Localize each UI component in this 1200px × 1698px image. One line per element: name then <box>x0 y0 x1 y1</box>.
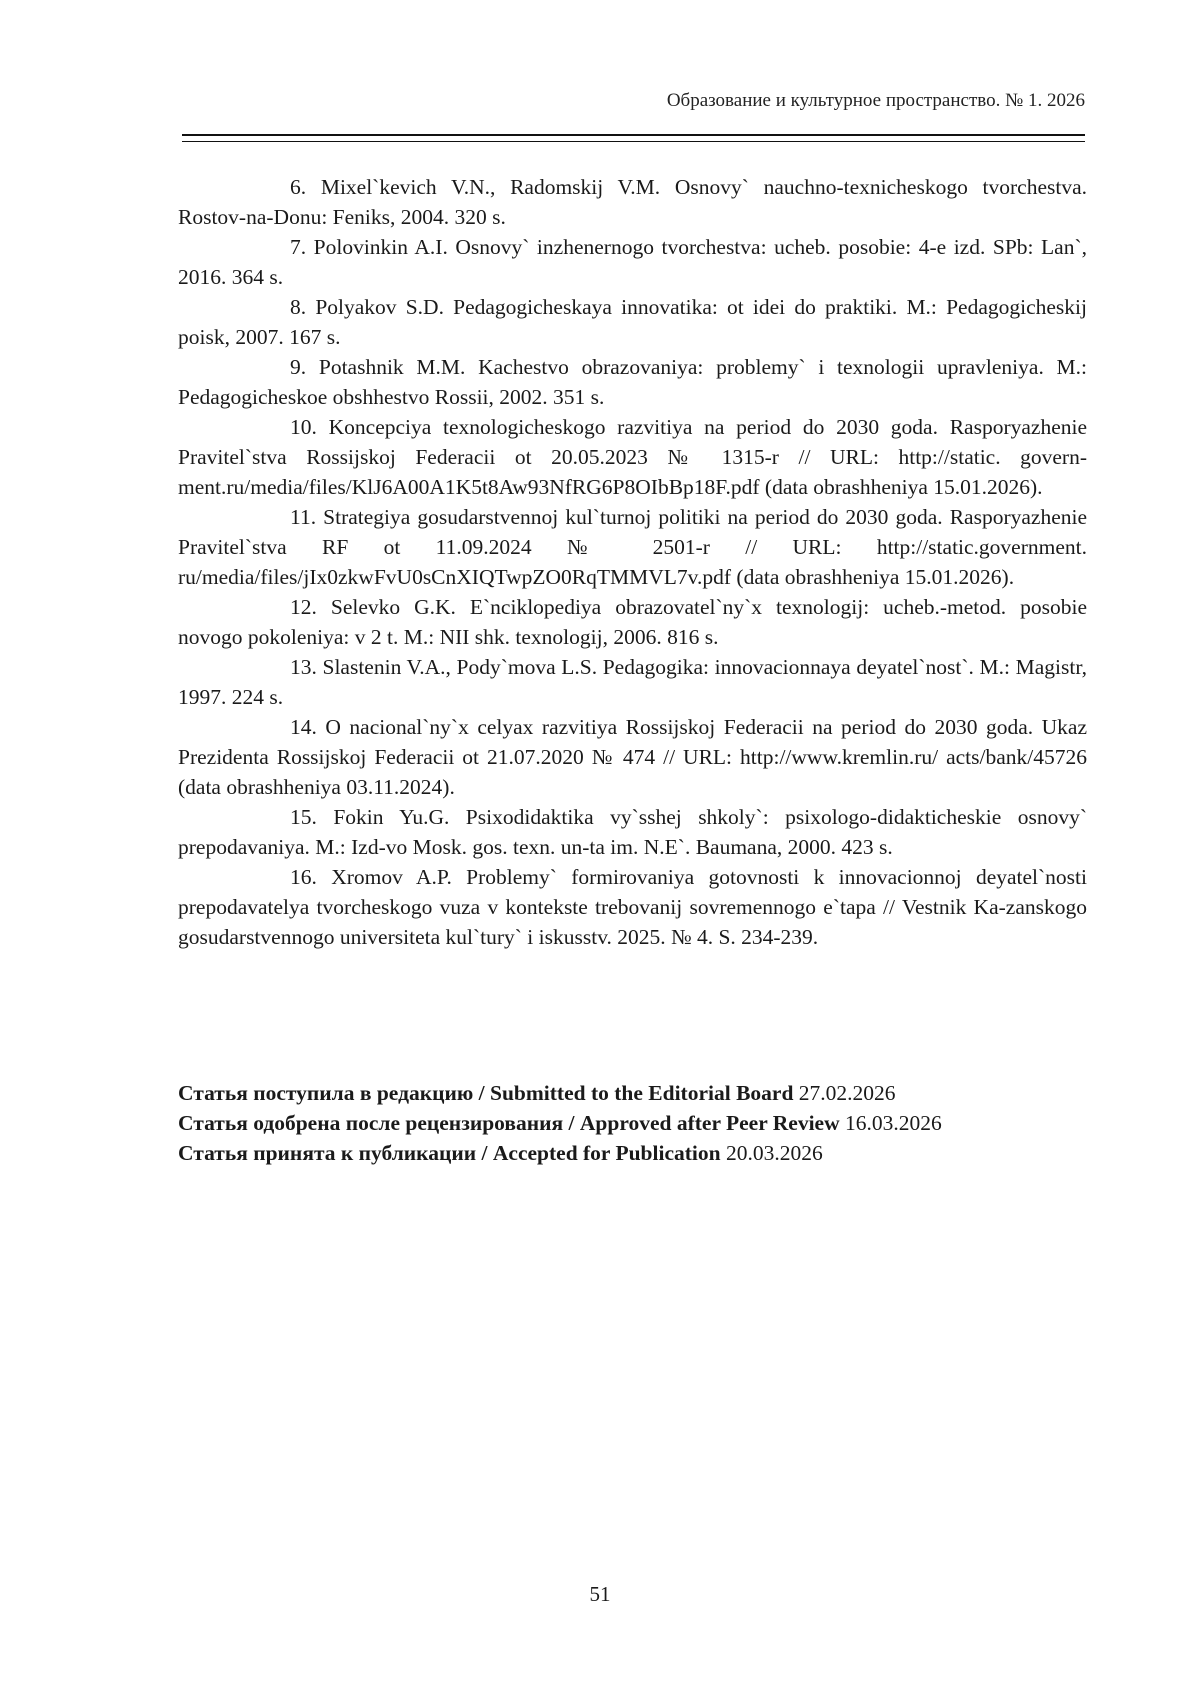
reference-text: Strategiya gosudarstvennoj kul`turnoj politiki na period do 2030 goda. Rasporyazhenie Pravitel`stva RF ot 11.09.2024 № 2501-r // URL: http://static.government. ru/media/files/jIx0zkwFvU0sCnXIQTwpZO0RqTMMVL7v.pdf (data obrashheniya 15.01.2026). <box>178 505 1088 589</box>
reference-item <box>178 172 1087 232</box>
reference-number: 10. <box>290 415 317 439</box>
reference-text: Polovinkin A.I. Osnovy` inzhenernogo tvorchestva: ucheb. posobie: 4-e izd. SPb: Lan`, 2016. 364 s. <box>178 235 1087 289</box>
accepted-line <box>178 1138 1087 1168</box>
reference-list <box>178 172 1087 952</box>
reference-item <box>178 412 1087 502</box>
reference-number: 13. <box>290 655 317 679</box>
reference-text: Mixel`kevich V.N., Radomskij V.M. Osnovy` nauchno-texnicheskogo tvorchestva. Rostov-na-Donu: Feniks, 2004. 320 s. <box>178 175 1087 229</box>
accepted-date: 20.03.2026 <box>725 1141 823 1165</box>
reference-item <box>178 292 1087 352</box>
approved-line <box>178 1108 1087 1138</box>
reference-item <box>178 352 1087 412</box>
header-double-rule <box>182 134 1085 142</box>
approved-label: Статья одобрена после рецензирования / Approved after Peer Review <box>178 1111 840 1135</box>
reference-number: 16. <box>290 865 317 889</box>
reference-text: Slastenin V.A., Pody`mova L.S. Pedagogika: innovacionnaya deyatel`nost`. M.: Magistr, 1997. 224 s. <box>178 655 1087 709</box>
reference-item <box>178 502 1087 592</box>
reference-number: 15. <box>290 805 317 829</box>
article-dates <box>178 1078 1087 1168</box>
reference-item <box>178 652 1087 712</box>
reference-number: 6. <box>290 175 307 199</box>
reference-number: 12. <box>290 595 317 619</box>
reference-text: Fokin Yu.G. Psixodidaktika vy`sshej shkoly`: psixologo-didakticheskie osnovy` prepodavaniya. M.: Izd-vo Mosk. gos. texn. un-ta im. N.E`. Baumana, 2000. 423 s. <box>178 805 1088 859</box>
submitted-line <box>178 1078 1087 1108</box>
reference-text: Xromov A.P. Problemy` formirovaniya gotovnosti k innovacionnoj deyatel`nosti prepodavatelya tvorcheskogo vuza v kontekste trebovanij sovremennogo e`tapa // Vestnik Ka-zanskogo gosudarstvennogo universiteta kul`tury` i iskusstv. 2025. № 4. S. 234-239. <box>178 865 1087 949</box>
reference-item <box>178 802 1087 862</box>
reference-text: Selevko G.K. E`nciklopediya obrazovatel`ny`x texnologij: ucheb.-metod. posobie novogo pokoleniya: v 2 t. M.: NII shk. texnologij, 2006. 816 s. <box>178 595 1087 649</box>
reference-item <box>178 862 1087 952</box>
reference-number: 7. <box>290 235 307 259</box>
reference-number: 8. <box>290 295 307 319</box>
running-header: Образование и культурное пространство. № 1. 2026 <box>666 90 1085 111</box>
reference-item <box>178 232 1087 292</box>
reference-text: O nacional`ny`x celyax razvitiya Rossijskoj Federacii na period do 2030 goda. Ukaz Prezidenta Rossijskoj Federacii ot 21.07.2020 № 474 // URL: http://www.kremlin.ru/ acts/bank/45726 (data obrashheniya 03.11.2024). <box>178 715 1088 799</box>
submitted-label: Статья поступила в редакцию / Submitted to the Editorial Board <box>178 1081 794 1105</box>
submitted-date: 27.02.2026 <box>798 1081 896 1105</box>
reference-text: Polyakov S.D. Pedagogicheskaya innovatika: ot idei do praktiki. M.: Pedagogicheskij poisk, 2007. 167 s. <box>178 295 1087 349</box>
reference-number: 11. <box>290 505 317 529</box>
reference-number: 9. <box>290 355 307 379</box>
approved-date: 16.03.2026 <box>844 1111 942 1135</box>
reference-item <box>178 592 1087 652</box>
reference-item <box>178 712 1087 802</box>
reference-number: 14. <box>290 715 317 739</box>
accepted-label: Статья принята к публикации / Accepted for Publication <box>178 1141 721 1165</box>
page-number: 51 <box>589 1582 611 1606</box>
reference-text: Koncepciya texnologicheskogo razvitiya na period do 2030 goda. Rasporyazhenie Pravitel`stva Rossijskoj Federacii ot 20.05.2023 № 1315-r // URL: http://static. govern-ment.ru/media/files/KlJ6A00A1K5t8Aw93NfRG6P8OIbBp18F.pdf (data obrashheniya 15.01.2026). <box>178 415 1088 499</box>
reference-text: Potashnik M.M. Kachestvo obrazovaniya: problemy` i texnologii upravleniya. M.: Pedagogicheskoe obshhestvo Rossii, 2002. 351 s. <box>178 355 1088 409</box>
